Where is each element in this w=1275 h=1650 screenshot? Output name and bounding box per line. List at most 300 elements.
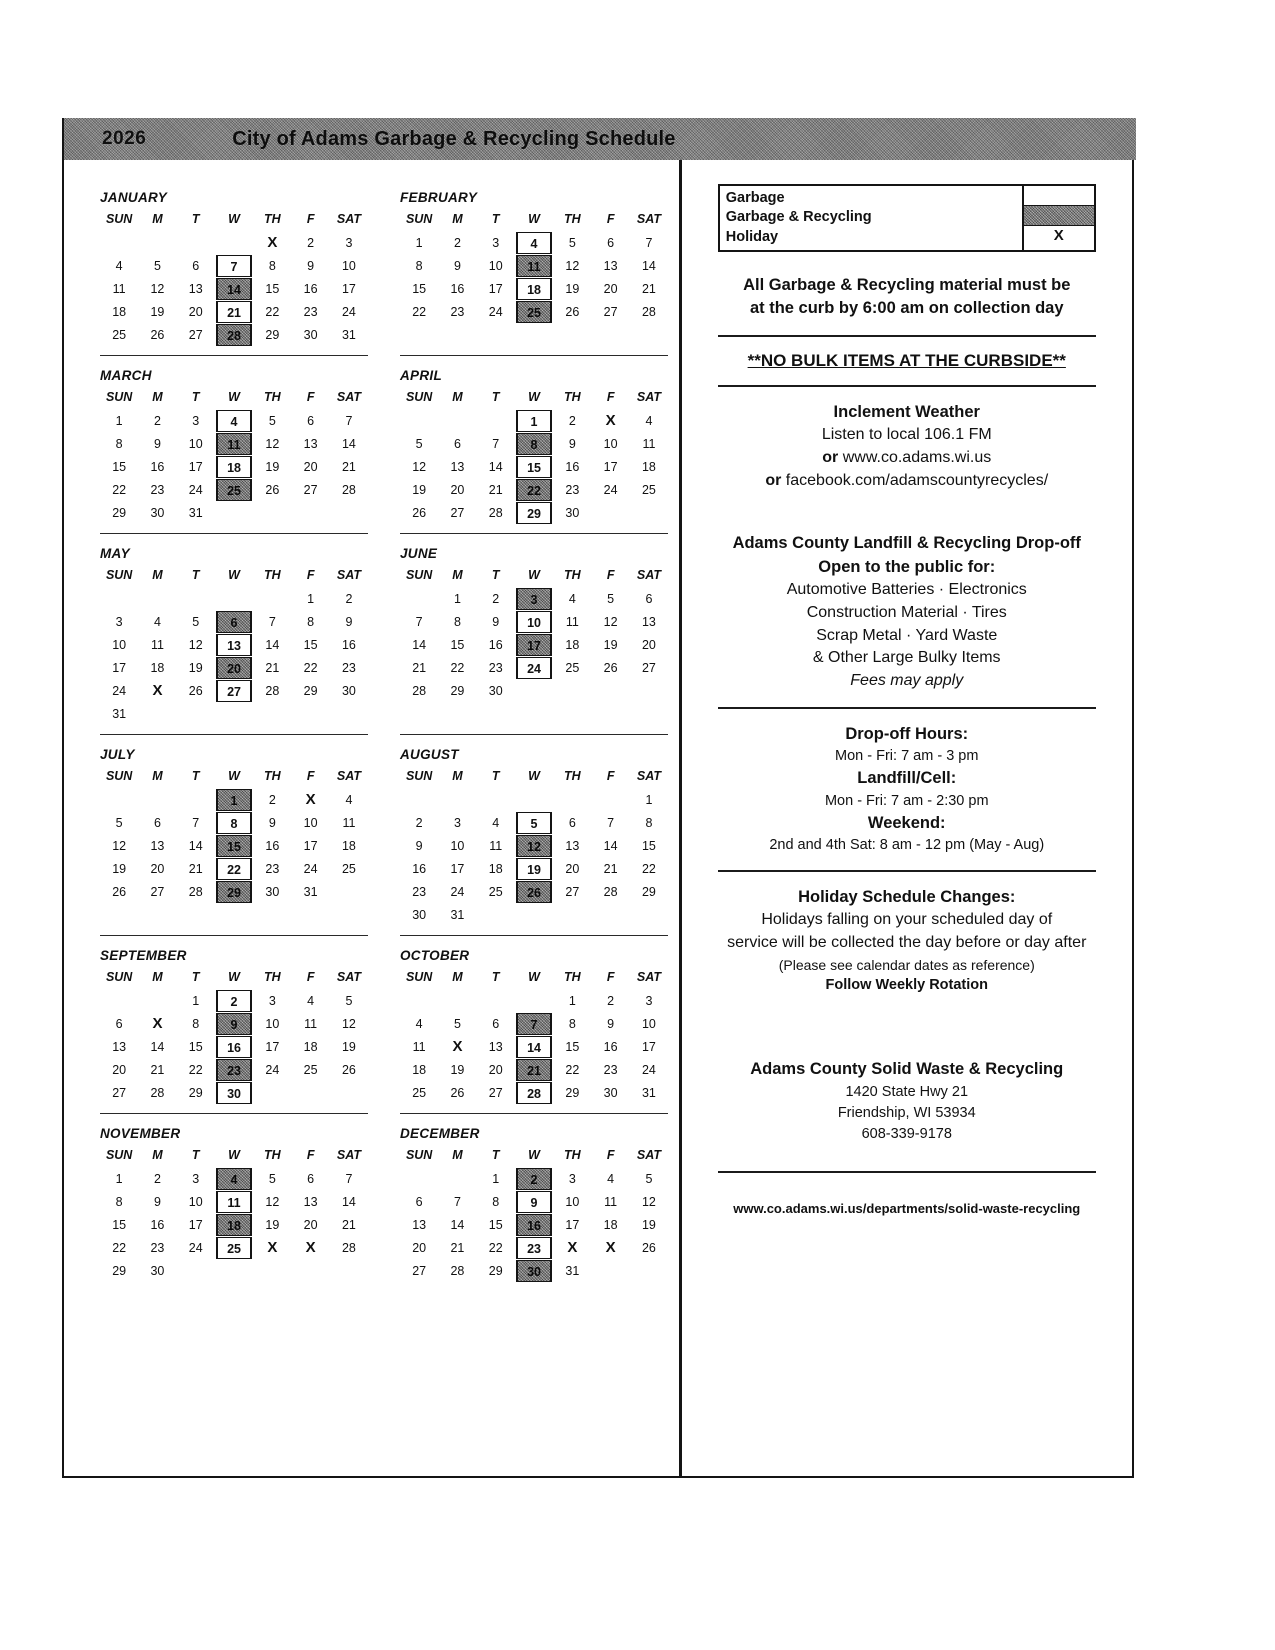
divider-4 [718,870,1097,872]
day-cell: 23 [488,660,503,675]
day-cell: 12 [565,258,580,273]
day-number: 17 [516,634,552,656]
day-cell-empty [330,702,368,725]
weekday-header: TH [564,212,581,226]
month-name: OCTOBER [400,948,470,963]
week-row [400,501,668,524]
day-cell: 26 [603,660,618,675]
day-number: 11 [216,1191,252,1213]
day-cell-garbage [215,455,253,478]
day-cell-garbage [215,1236,253,1259]
month-table [400,567,668,702]
weekday-header: T [191,769,200,783]
month-table [400,389,668,524]
holiday-x-icon: X [452,1038,463,1055]
day-cell: 9 [492,614,500,629]
day-cell: 30 [488,683,503,698]
day-cell: 6 [415,1194,423,1209]
weekday-header: SUN [105,212,133,226]
day-cell: 10 [265,1016,280,1031]
day-cell: 25 [641,482,656,497]
day-cell: 13 [188,281,203,296]
day-cell: 17 [112,660,127,675]
weekday-header: T [191,970,200,984]
day-number: 25 [516,301,552,323]
day-cell: 9 [307,258,315,273]
day-cell-empty [477,989,515,1012]
day-cell-garbage [515,1081,553,1104]
day-cell: 4 [607,1171,615,1186]
month-name: NOVEMBER [100,1126,181,1141]
day-cell: 5 [345,993,353,1008]
day-cell: 21 [412,660,427,675]
curb-notice-line1: All Garbage & Recycling material must be [743,275,1071,294]
day-cell: 27 [188,327,203,342]
day-cell: 2 [268,792,276,807]
day-cell: 25 [488,884,503,899]
day-cell: 19 [565,281,580,296]
day-cell: 9 [153,1194,161,1209]
day-cell-holiday [253,1236,291,1259]
weekday-header: F [306,1148,315,1162]
weekday-header: T [191,212,200,226]
week-row [400,903,668,926]
day-cell: 18 [150,660,165,675]
day-cell-garbage-recycling [515,834,553,857]
legend-label-holiday: Holiday [725,228,779,245]
day-cell-empty [400,587,438,610]
weekday-header: TH [564,568,581,582]
day-cell: 4 [645,413,653,428]
day-number: 8 [216,812,252,834]
week-row [100,679,368,702]
weekday-header: SUN [405,1148,433,1162]
week-row [100,277,368,300]
month-table [400,211,668,323]
day-cell-garbage [515,501,553,524]
month-block [364,356,664,534]
day-cell: 2 [307,235,315,250]
month-row [64,534,679,735]
day-cell: 19 [112,861,127,876]
day-cell: 19 [265,1217,280,1232]
day-cell: 1 [492,1171,500,1186]
day-cell: 13 [303,436,318,451]
day-cell-empty [215,231,253,254]
week-row [400,788,668,811]
day-cell-holiday [553,1236,591,1259]
day-cell: 30 [603,1085,618,1100]
day-cell: 12 [265,436,280,451]
day-number: 5 [516,812,552,834]
day-cell: 17 [641,1039,656,1054]
day-cell: 19 [265,459,280,474]
month-name: FEBRUARY [400,190,478,205]
day-cell: 10 [112,637,127,652]
day-cell-garbage-recycling [215,277,253,300]
day-cell: 26 [341,1062,356,1077]
day-cell: 23 [303,304,318,319]
weekday-header: M [152,769,163,783]
day-cell: 19 [341,1039,356,1054]
day-cell-empty [515,989,553,1012]
week-row [100,501,368,524]
week-row [400,1236,668,1259]
day-cell: 16 [603,1039,618,1054]
week-row [100,478,368,501]
day-cell: 12 [341,1016,356,1031]
day-cell-garbage [215,1190,253,1213]
day-cell: 30 [150,1263,165,1278]
day-cell: 6 [568,815,576,830]
day-cell: 18 [565,637,580,652]
day-cell: 5 [568,235,576,250]
day-cell: 15 [565,1039,580,1054]
day-cell: 15 [412,281,427,296]
month-table [100,969,368,1104]
day-cell: 7 [415,614,423,629]
day-number: 24 [516,657,552,679]
day-cell: 12 [265,1194,280,1209]
day-cell: 4 [307,993,315,1008]
week-row [100,633,368,656]
day-number: 15 [516,456,552,478]
week-row [100,587,368,610]
weekday-header: W [228,390,240,404]
page-header-band [64,118,1136,160]
weekday-header: F [306,390,315,404]
day-cell: 8 [307,614,315,629]
day-cell-empty [215,1259,253,1282]
legend-swatch-garbage-recycling [1024,206,1094,226]
day-number: 12 [516,835,552,857]
holiday-x-icon: X [267,234,278,251]
weekday-header: F [606,1148,615,1162]
day-cell-garbage-recycling [515,478,553,501]
day-cell: 8 [115,1194,123,1209]
day-cell: 6 [307,413,315,428]
day-cell: 4 [568,591,576,606]
day-cell: 5 [192,614,200,629]
day-cell: 31 [641,1085,656,1100]
day-cell-garbage [515,1190,553,1213]
month-block [64,735,364,936]
day-cell: 24 [641,1062,656,1077]
day-cell-empty [515,679,553,702]
day-cell: 22 [188,1062,203,1077]
month-row [64,936,679,1114]
day-cell: 28 [341,1240,356,1255]
day-cell-garbage-recycling [515,300,553,323]
day-cell: 20 [641,637,656,652]
day-cell-garbage-recycling [215,1167,253,1190]
day-cell: 2 [453,235,461,250]
day-cell: 17 [188,459,203,474]
day-cell: 1 [568,993,576,1008]
day-number: 9 [516,1191,552,1213]
day-cell: 16 [565,459,580,474]
day-cell-empty [291,702,329,725]
day-number: 11 [216,433,252,455]
day-cell-empty [100,788,138,811]
weekday-header: SAT [636,970,661,984]
day-cell: 11 [412,1039,426,1054]
day-cell: 9 [153,436,161,451]
day-cell: 10 [603,436,618,451]
day-cell: 23 [565,482,580,497]
day-cell: 4 [153,614,161,629]
week-row [400,1190,668,1213]
weekday-header: W [228,1148,240,1162]
day-number: 29 [516,502,552,524]
weekday-header: T [491,769,500,783]
day-cell-empty [291,1259,329,1282]
day-cell-garbage-recycling [215,1012,253,1035]
day-cell: 26 [450,1085,465,1100]
day-cell: 13 [112,1039,127,1054]
day-cell: 23 [150,1240,165,1255]
day-cell: 18 [603,1217,618,1232]
month-name: JUNE [400,546,438,561]
day-cell: 26 [112,884,127,899]
day-cell: 13 [303,1194,318,1209]
day-cell: 7 [645,235,653,250]
day-cell: 13 [450,459,465,474]
day-cell-empty [591,788,629,811]
day-cell: 23 [150,482,165,497]
day-cell: 27 [488,1085,503,1100]
week-row [400,1167,668,1190]
day-cell-empty [215,501,253,524]
day-cell: 29 [488,1263,503,1278]
day-number: 2 [216,990,252,1012]
dropoff-item: & Other Large Bulky Items [812,649,1001,667]
day-cell: 8 [645,815,653,830]
day-cell-garbage-recycling [515,1167,553,1190]
weekday-header: TH [564,1148,581,1162]
week-row [100,1167,368,1190]
day-cell: 8 [415,258,423,273]
day-cell: 15 [450,637,465,652]
day-number: 2 [516,1168,552,1190]
day-cell: 7 [345,413,353,428]
day-number: 7 [216,255,252,277]
week-row [400,455,668,478]
day-cell: 28 [188,884,203,899]
day-number: 23 [516,1237,552,1259]
day-cell-garbage-recycling [215,1058,253,1081]
day-cell: 22 [641,861,656,876]
day-cell: 30 [565,505,580,520]
day-cell: 17 [265,1039,280,1054]
weekday-header: F [306,769,315,783]
day-number: 10 [516,611,552,633]
day-number: 28 [516,1082,552,1104]
day-cell-holiday [438,1035,476,1058]
weekend-hours-line: 2nd and 4th Sat: 8 am - 12 pm (May - Aug) [769,837,1045,853]
day-cell: 11 [150,637,164,652]
day-cell: 2 [607,993,615,1008]
day-number: 22 [516,479,552,501]
no-bulk-notice [704,351,1111,371]
day-cell: 15 [265,281,280,296]
day-cell: 12 [112,838,127,853]
info-column [682,160,1133,1476]
day-cell: 27 [565,884,580,899]
weekday-header: F [606,769,615,783]
day-cell: 19 [450,1062,465,1077]
day-cell: 10 [641,1016,656,1031]
curb-notice-line2: at the curb by 6:00 am on collection day [749,299,1064,318]
week-row [100,1236,368,1259]
day-cell: 29 [303,683,318,698]
day-number: 21 [216,301,252,323]
day-cell: 12 [412,459,427,474]
week-row [400,1081,668,1104]
week-row [100,702,368,725]
day-cell: 6 [153,815,161,830]
weekday-header: SUN [105,568,133,582]
day-number: 19 [516,858,552,880]
day-cell: 27 [150,884,165,899]
holiday-changes-block [704,886,1111,996]
day-cell-empty [400,788,438,811]
day-cell: 10 [565,1194,580,1209]
day-cell: 21 [341,1217,356,1232]
legend-swatch-holiday: X [1053,227,1064,244]
day-cell: 6 [115,1016,123,1031]
legend-box [718,184,1096,252]
weekday-header: M [452,212,463,226]
week-row [400,1058,668,1081]
day-cell: 15 [112,1217,127,1232]
holiday-x-icon: X [267,1239,278,1256]
holiday-x-icon: X [605,1239,616,1256]
day-cell: 6 [453,436,461,451]
day-number: 3 [516,588,552,610]
day-cell-empty [515,788,553,811]
day-number: 15 [216,835,252,857]
day-cell: 14 [450,1217,465,1232]
week-row [400,834,668,857]
day-cell: 1 [307,591,315,606]
day-cell-empty [591,501,629,524]
holiday-changes-title: Holiday Schedule Changes: [798,888,1016,907]
day-cell-empty [330,1259,368,1282]
month-name: DECEMBER [400,1126,480,1141]
day-number: 1 [516,410,552,432]
day-cell-empty [330,501,368,524]
day-cell-holiday [291,1236,329,1259]
day-cell-garbage [515,1035,553,1058]
day-cell: 26 [265,482,280,497]
day-cell: 18 [412,1062,427,1077]
day-cell: 8 [492,1194,500,1209]
day-cell-empty [400,989,438,1012]
day-cell: 1 [115,413,123,428]
weekday-header: SAT [336,568,361,582]
day-cell-empty [400,409,438,432]
day-cell-empty [438,788,476,811]
inclement-website[interactable]: www.co.adams.wi.us [842,448,992,466]
day-cell: 24 [488,304,503,319]
day-cell: 20 [565,861,580,876]
weekday-header: SAT [636,769,661,783]
inclement-facebook[interactable]: facebook.com/adamscountyrecycles/ [785,471,1049,489]
weekday-header: F [606,568,615,582]
day-cell-empty [138,702,176,725]
weekday-header: TH [264,970,281,984]
weekday-header: TH [264,1148,281,1162]
day-cell-empty [291,1081,329,1104]
day-cell-empty [177,1259,215,1282]
day-cell: 11 [304,1016,318,1031]
day-cell: 14 [412,637,427,652]
divider-3 [718,707,1097,709]
day-cell: 9 [568,436,576,451]
weekday-header: F [606,212,615,226]
week-row [400,656,668,679]
day-cell: 29 [641,884,656,899]
footer-website-url[interactable]: www.co.adams.wi.us/departments/solid-waste-recycling [733,1200,1081,1216]
holiday-x-icon: X [305,791,316,808]
month-row [64,1114,679,1292]
weekday-header: T [491,212,500,226]
day-cell: 2 [415,815,423,830]
day-cell: 24 [112,683,127,698]
day-cell-empty [253,702,291,725]
day-cell: 29 [112,1263,127,1278]
day-cell-garbage [215,1081,253,1104]
day-cell: 16 [450,281,465,296]
day-cell-holiday [138,1012,176,1035]
day-cell-empty [591,903,629,926]
day-cell-holiday [591,409,629,432]
week-row [400,857,668,880]
holiday-changes-line4: Follow Weekly Rotation [825,977,988,994]
weekday-header: SUN [105,970,133,984]
day-cell: 21 [450,1240,465,1255]
day-cell-empty [477,903,515,926]
weekday-header: W [228,769,240,783]
day-cell: 9 [345,614,353,629]
weekday-header: W [228,970,240,984]
day-cell: 13 [150,838,165,853]
weekday-header: TH [264,212,281,226]
day-cell: 10 [488,258,503,273]
no-bulk-text: **NO BULK ITEMS AT THE CURBSIDE** [747,350,1066,370]
day-cell-empty [630,679,668,702]
day-cell: 3 [645,993,653,1008]
day-cell-empty [438,989,476,1012]
dropoff-item: Scrap Metal · Yard Waste [816,626,998,644]
day-number: 14 [216,278,252,300]
day-cell: 23 [341,660,356,675]
day-cell: 13 [603,258,618,273]
day-cell: 14 [341,1194,356,1209]
month-row [64,178,679,356]
month-row [64,356,679,534]
day-cell: 7 [192,815,200,830]
day-cell: 22 [565,1062,580,1077]
legend-swatch-garbage [1024,186,1094,206]
day-cell: 14 [341,436,356,451]
day-cell: 30 [303,327,318,342]
week-row [100,300,368,323]
day-cell-garbage [215,409,253,432]
weekday-header: W [528,212,540,226]
day-cell-garbage [515,656,553,679]
